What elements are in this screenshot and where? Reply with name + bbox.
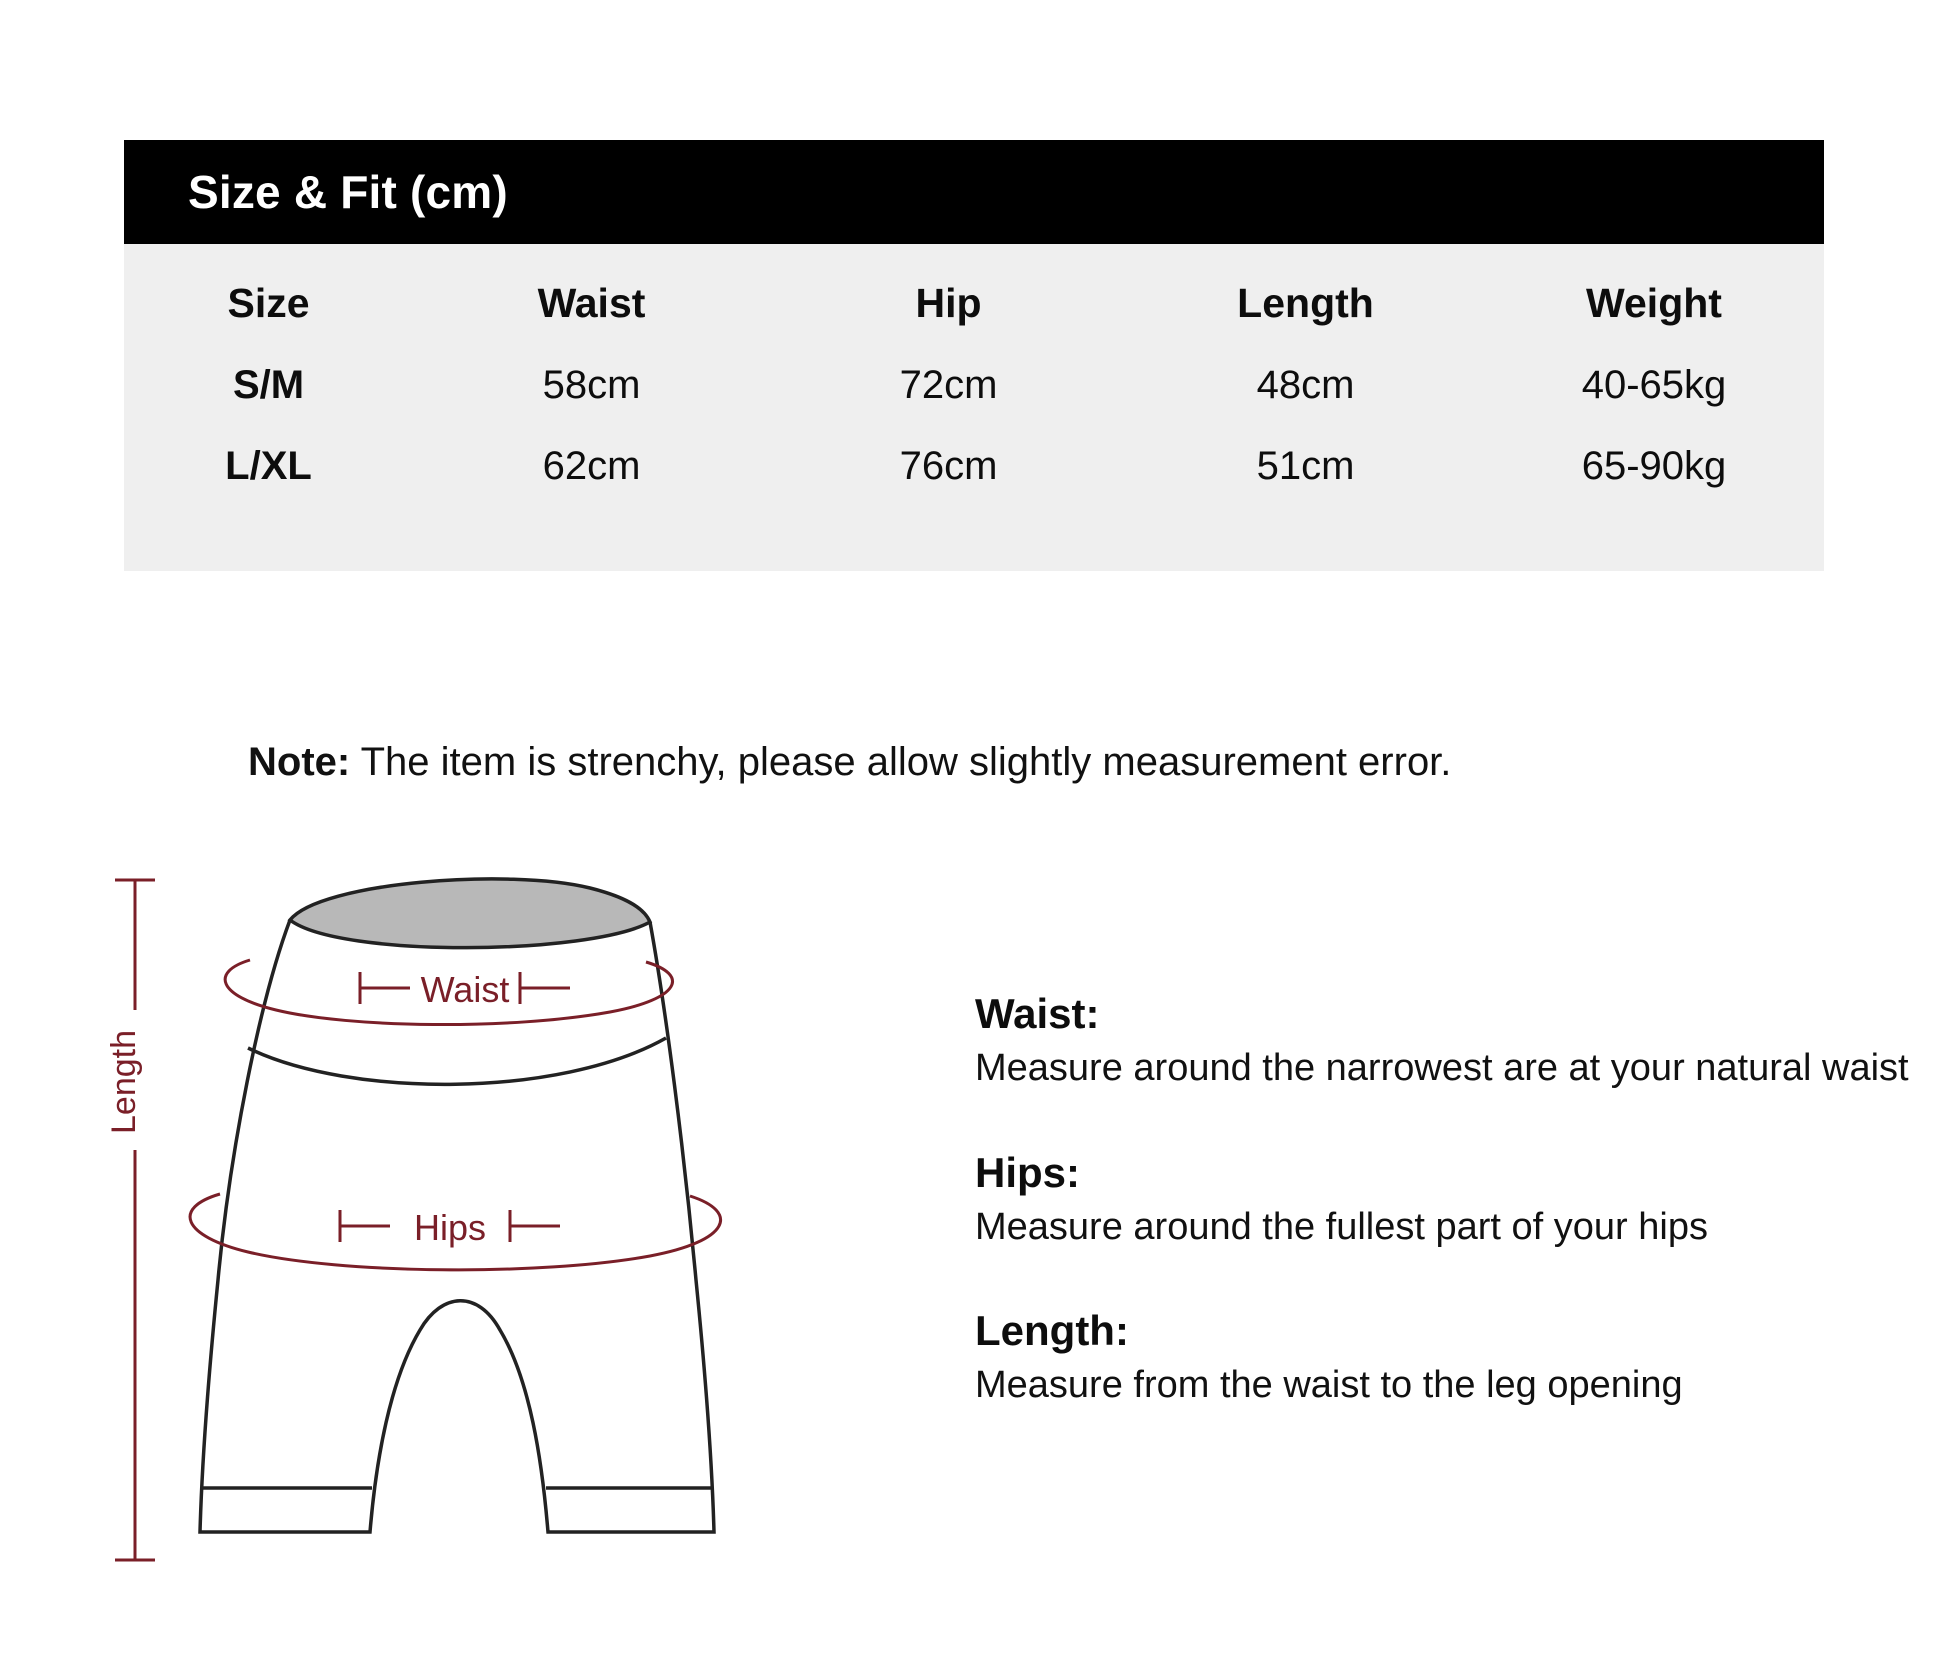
column-header-waist: Waist — [537, 280, 646, 326]
cell-hip: 72cm — [899, 363, 998, 407]
cell-length: 51cm — [1256, 444, 1355, 488]
waist-label: Waist — [420, 969, 510, 1010]
length-label: Length — [105, 1030, 143, 1134]
size-fit-table — [124, 140, 1824, 571]
instruction-hips — [975, 1149, 1915, 1252]
instruction-heading: Length: — [975, 1307, 1129, 1355]
note-text: The item is strenchy, please allow slightly measurement error. — [360, 740, 1452, 784]
measurement-diagram — [90, 860, 970, 1650]
length-bracket-icon — [115, 880, 155, 1560]
table-title: Size & Fit (cm) — [188, 166, 508, 218]
instruction-body: Measure around the fullest part of your hips — [975, 1205, 1708, 1248]
column-header-weight: Weight — [1586, 280, 1722, 326]
instruction-waist — [975, 990, 1915, 1093]
instruction-body: Measure from the waist to the leg opening — [975, 1364, 1683, 1407]
table-row — [124, 345, 1824, 426]
table-body — [124, 244, 1824, 571]
column-header-length: Length — [1237, 280, 1374, 326]
cell-size: L/XL — [225, 444, 312, 488]
instruction-body: Measure around the narrowest are at your natural waist — [975, 1047, 1909, 1089]
table-row — [124, 426, 1824, 507]
note-label: Note: — [248, 740, 351, 784]
measurement-instructions — [975, 990, 1915, 1410]
note — [248, 740, 1451, 785]
cell-hip: 76cm — [899, 444, 998, 488]
instruction-heading: Waist: — [975, 990, 1100, 1037]
column-header-hip: Hip — [915, 280, 982, 326]
table-header-bar — [124, 140, 1824, 244]
instruction-length — [975, 1307, 1915, 1410]
cell-waist: 58cm — [542, 363, 641, 407]
cell-length: 48cm — [1256, 363, 1355, 407]
cell-weight: 40-65kg — [1581, 363, 1727, 407]
instruction-heading: Hips: — [975, 1148, 1080, 1196]
cell-size: S/M — [232, 363, 305, 407]
hips-label: Hips — [413, 1207, 487, 1248]
cell-weight: 65-90kg — [1581, 444, 1727, 488]
column-header-size: Size — [227, 280, 310, 326]
cell-waist: 62cm — [542, 444, 641, 488]
table-header-row — [124, 262, 1824, 345]
